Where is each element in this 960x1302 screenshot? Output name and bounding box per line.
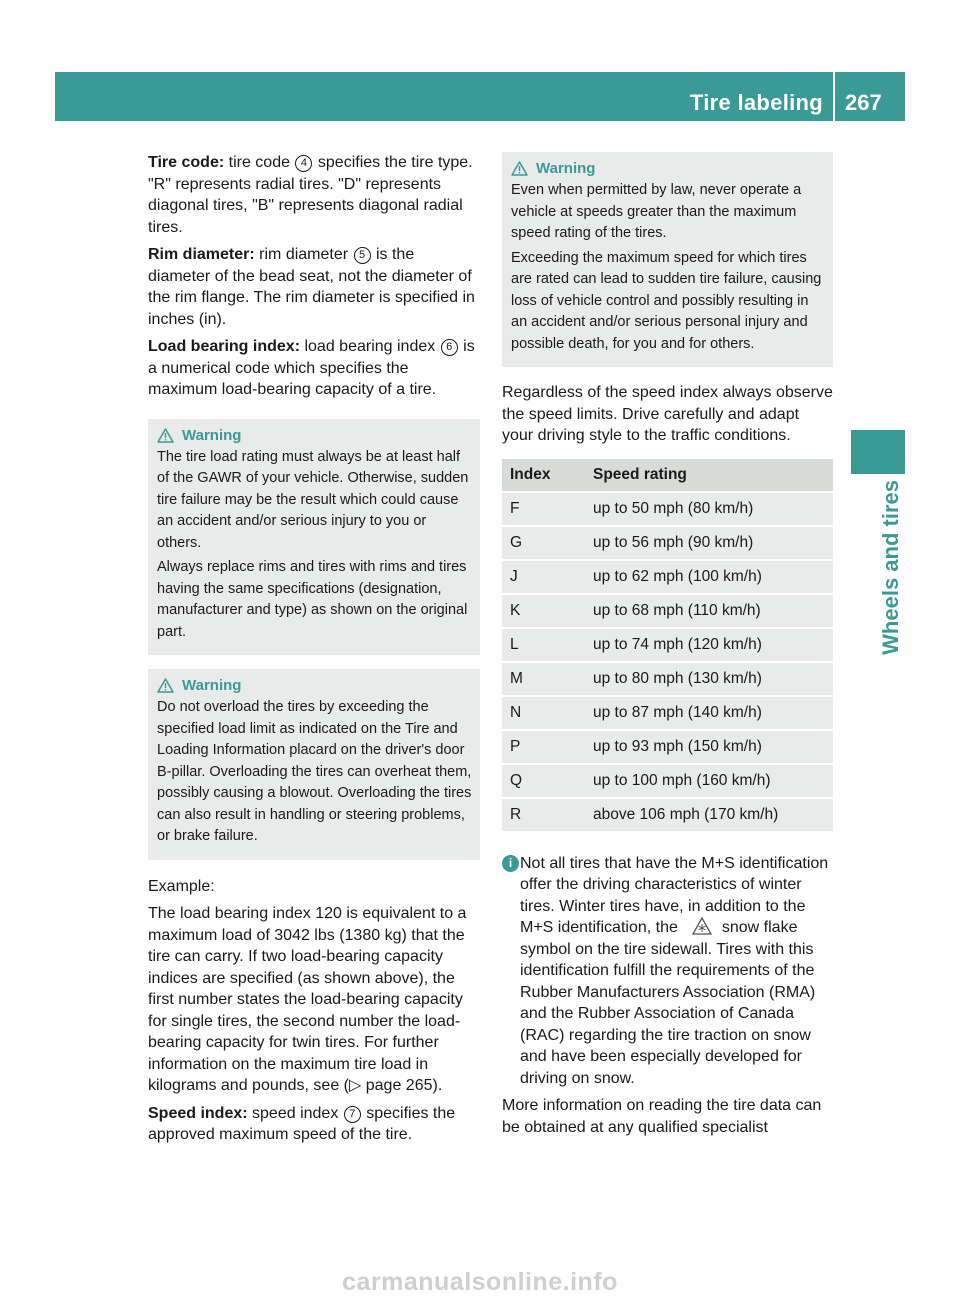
term: Tire code: bbox=[148, 154, 225, 171]
callout-number-icon: 5 bbox=[354, 247, 371, 264]
page-ref-arrow-icon: ▷ bbox=[349, 1077, 362, 1094]
warning-title: Warning bbox=[182, 426, 242, 444]
table-row bbox=[502, 663, 833, 695]
warning-box bbox=[502, 152, 833, 367]
term-prefix: rim diameter bbox=[259, 246, 349, 263]
index-cell: N bbox=[502, 697, 585, 729]
speed-index-paragraph bbox=[148, 1103, 480, 1146]
table-row bbox=[502, 731, 833, 763]
speed-cell: up to 93 mph (150 km/h) bbox=[585, 731, 833, 763]
term-text: is a numerical code which specifies the maximum load-bearing capacity of a tire. bbox=[148, 338, 475, 398]
snowflake-mountain-icon bbox=[692, 917, 712, 935]
table-row bbox=[502, 493, 833, 525]
term-prefix: load bearing index bbox=[304, 338, 436, 355]
warning-text: Exceeding the maximum speed for which tires are rated can lead to sudden tire failure, causing loss of vehicle control and possibly resulting in an accident and/or serious personal injury and possible death, for you and for others. bbox=[511, 249, 822, 352]
speed-cell: up to 50 mph (80 km/h) bbox=[585, 493, 833, 525]
warning-header bbox=[157, 427, 472, 444]
warning-text: Do not overload the tires by exceeding the specified load limit as indicated on the Tire and Loading Information placard on the driver's door B-pillar. Overloading the tires can overheat them, possibly causing a blowout. Overloading the tires can also result in handling or steering problems, or brake failure. bbox=[157, 699, 472, 844]
info-icon: i bbox=[502, 855, 519, 872]
table-row bbox=[502, 697, 833, 729]
speed-cell: above 106 mph (170 km/h) bbox=[585, 799, 833, 831]
table-row bbox=[502, 629, 833, 661]
page-ref-link[interactable]: page 265). bbox=[361, 1077, 443, 1094]
warning-title: Warning bbox=[536, 160, 596, 177]
index-cell: M bbox=[502, 663, 585, 695]
warning-title: Warning bbox=[182, 677, 242, 694]
speed-cell: up to 56 mph (90 km/h) bbox=[585, 527, 833, 559]
warning-text: Always replace rims and tires with rims and tires having the same specifications (designation, manufacturer and type) as shown on the original part. bbox=[157, 559, 468, 640]
term: Speed index: bbox=[148, 1104, 248, 1122]
watermark: carmanualsonline.info bbox=[342, 1268, 618, 1296]
table-row bbox=[502, 799, 833, 831]
speed-cell: up to 87 mph (140 km/h) bbox=[585, 697, 833, 729]
side-tab-label: Wheels and tires bbox=[878, 480, 903, 655]
index-cell: F bbox=[502, 493, 585, 525]
header-bar bbox=[55, 72, 905, 121]
column-header: Index bbox=[502, 459, 585, 491]
side-tab-marker bbox=[851, 430, 905, 474]
warning-triangle-icon bbox=[511, 161, 528, 176]
example-text: The load bearing index 120 is equivalent to a maximum load of 3042 lbs (1380 kg) that the tire can carry. If two load-bearing capacity indices are specified (as shown above), the first number states the load-bearing capacity for single tires, the second number the load-bearing capacity for twin tires. For further information on the maximum tire load in kilograms and pounds, see ( bbox=[148, 905, 467, 1094]
speed-cell: up to 80 mph (130 km/h) bbox=[585, 663, 833, 695]
table-row bbox=[502, 595, 833, 627]
table-row bbox=[502, 527, 833, 559]
callout-number-icon: 6 bbox=[441, 339, 458, 356]
speed-cell: up to 100 mph (160 km/h) bbox=[585, 765, 833, 797]
warning-text: The tire load rating must always be at least half of the GAWR of your vehicle. Otherwise, sudden tire failure may be the result which could cause an accident and/or serious injury to you or others. bbox=[157, 448, 469, 551]
index-cell: J bbox=[502, 561, 585, 593]
index-cell: L bbox=[502, 629, 585, 661]
speed-cell: up to 62 mph (100 km/h) bbox=[585, 561, 833, 593]
table-row bbox=[502, 765, 833, 797]
index-cell: G bbox=[502, 527, 585, 559]
warning-triangle-icon bbox=[157, 428, 174, 443]
example-label: Example: bbox=[148, 877, 215, 895]
tire-code-paragraph bbox=[148, 152, 480, 238]
warning-triangle-icon bbox=[157, 678, 174, 693]
warning-header bbox=[157, 677, 472, 694]
page-number: 267 bbox=[845, 90, 882, 115]
index-cell: K bbox=[502, 595, 585, 627]
term-prefix: tire code bbox=[228, 154, 290, 171]
left-column bbox=[148, 152, 480, 1152]
term: Rim diameter: bbox=[148, 246, 255, 263]
speed-cell: up to 68 mph (110 km/h) bbox=[585, 595, 833, 627]
term-prefix: speed index bbox=[252, 1104, 339, 1122]
term-text: specifies the tire type. "R" represents radial tires. "D" represents diagonal tires, "B" represents diagonal radial tires. bbox=[148, 154, 473, 236]
table-header-row bbox=[502, 459, 833, 491]
info-text-end: snow flake symbol on the tire sidewall. Tires with this identification fulfill the requirements of the Rubber Manufacturers Association (RMA) and the Rubber Association of Canada (RAC) regarding the tire traction on snow and have been especially developed for driving on snow. bbox=[520, 919, 816, 1087]
index-cell: R bbox=[502, 799, 585, 831]
table-row bbox=[502, 561, 833, 593]
example-paragraph bbox=[148, 903, 480, 1097]
rim-diameter-paragraph bbox=[148, 244, 480, 330]
callout-number-icon: 4 bbox=[295, 155, 312, 172]
speed-cell: up to 74 mph (120 km/h) bbox=[585, 629, 833, 661]
term-text: specifies the approved maximum speed of the tire. bbox=[148, 1104, 456, 1143]
header-divider bbox=[833, 72, 835, 121]
info-body bbox=[520, 853, 833, 1096]
info-text bbox=[520, 853, 833, 1090]
speed-rating-table bbox=[502, 457, 833, 833]
section-title: Tire labeling bbox=[689, 90, 823, 115]
closing-paragraph: More information on reading the tire data can be obtained at any qualified specialist bbox=[502, 1097, 822, 1136]
index-cell: P bbox=[502, 731, 585, 763]
warning-text: Even when permitted by law, never operate a vehicle at speeds greater than the maximum speed rating of the tires. bbox=[511, 182, 802, 241]
index-cell: Q bbox=[502, 765, 585, 797]
right-column bbox=[502, 152, 833, 1144]
info-note bbox=[502, 853, 833, 1096]
warning-header bbox=[511, 160, 825, 177]
column-header: Speed rating bbox=[585, 459, 833, 491]
info-text-start: Not all tires that have the M+S identification offer the driving characteristics of winter tires. Winter tires have, in addition to the M+S identification, the bbox=[520, 854, 829, 936]
speed-limit-intro: Regardless of the speed index always observe the speed limits. Drive carefully and adapt your driving style to the traffic conditions. bbox=[502, 384, 833, 444]
warning-box bbox=[148, 419, 480, 656]
warning-box bbox=[148, 669, 480, 860]
load-index-paragraph bbox=[148, 336, 480, 401]
callout-number-icon: 7 bbox=[344, 1106, 361, 1123]
term-text: is the diameter of the bead seat, not the diameter of the rim flange. The rim diameter is specified in inches (in). bbox=[148, 246, 475, 328]
term: Load bearing index: bbox=[148, 338, 301, 355]
